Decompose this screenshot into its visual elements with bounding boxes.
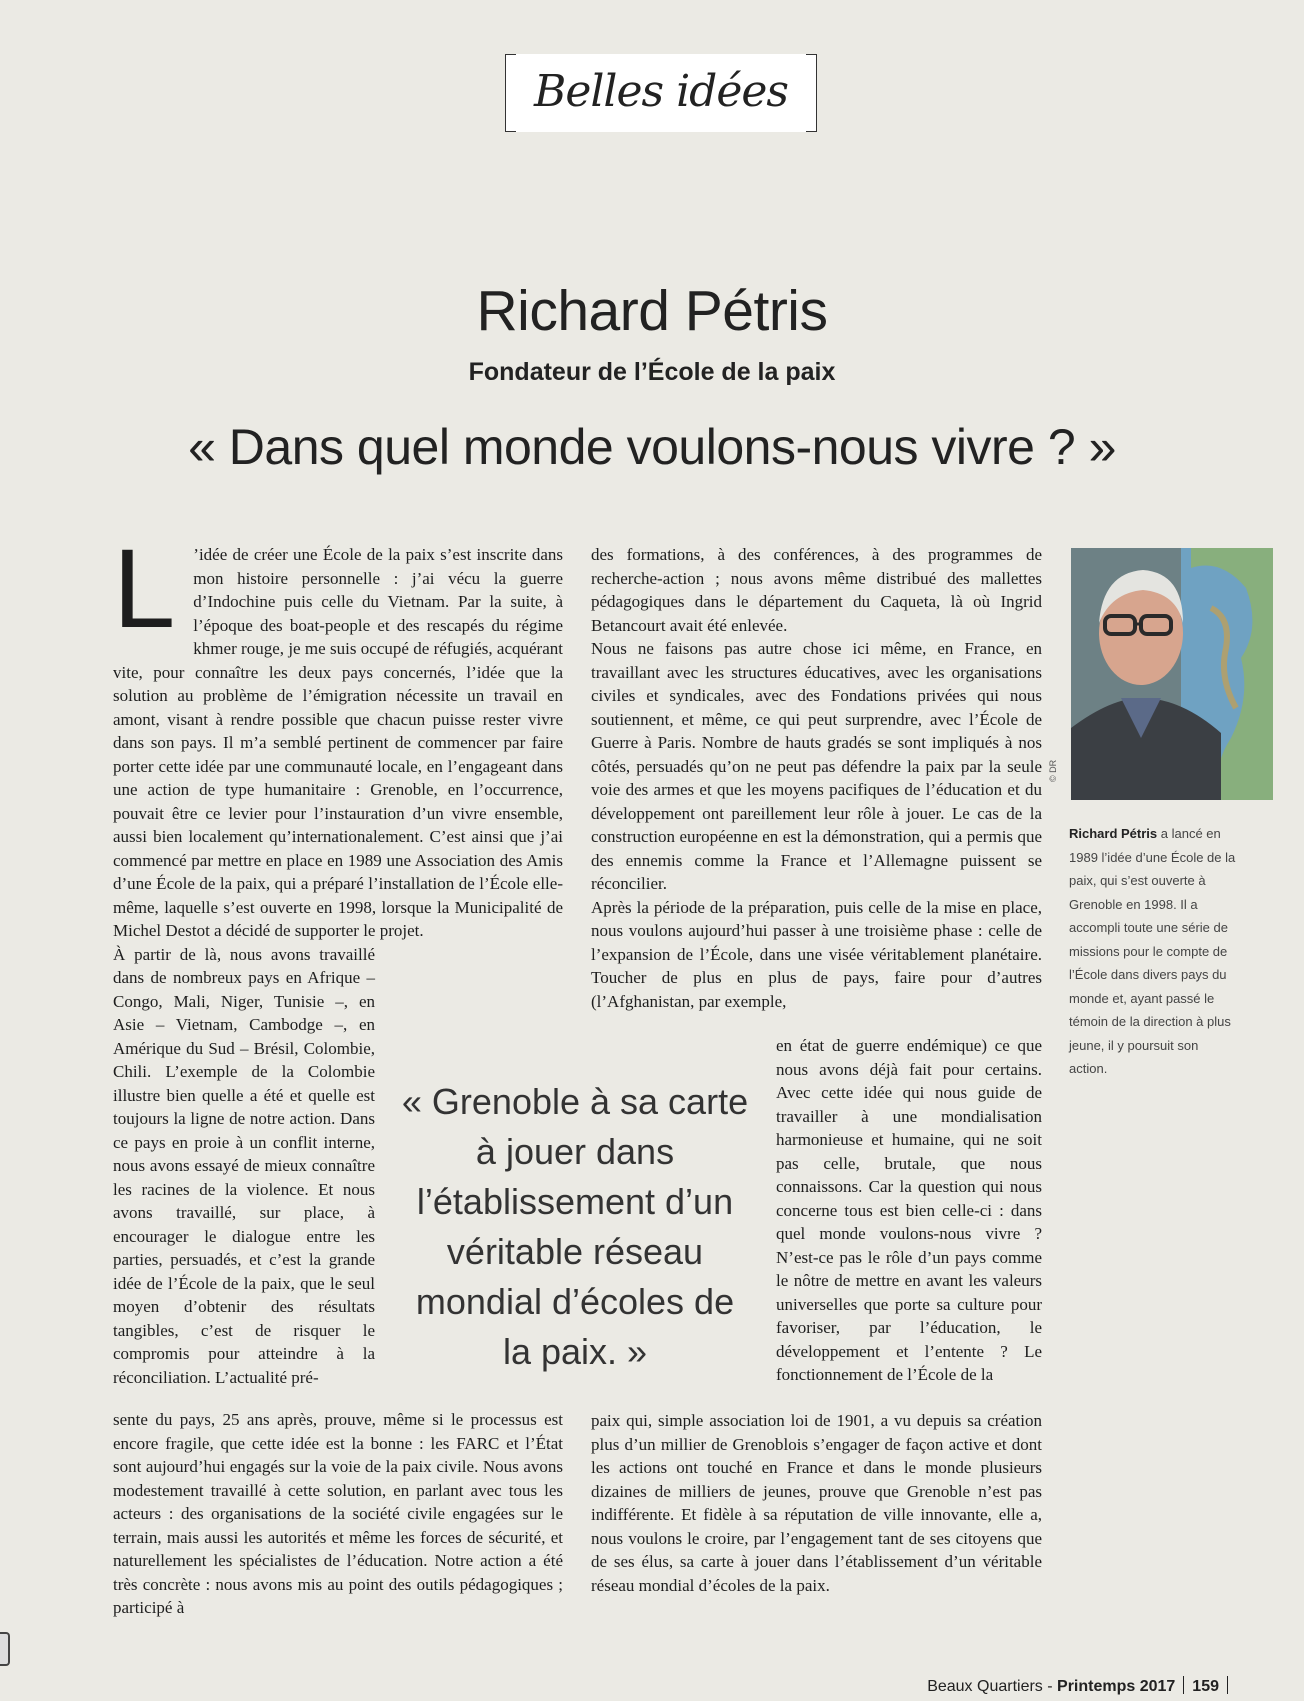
page-number: 159 — [1192, 1678, 1219, 1695]
photo-caption — [1069, 822, 1239, 1081]
author-role: Fondateur de l’École de la paix — [468, 358, 836, 386]
article-column-2-narrow — [776, 1034, 1042, 1387]
column-2-bottom-text: paix qui, simple association loi de 1901, a vu depuis sa création plus d’un millier de Grenoblois s’engager de façon active et dont les actions ont touché en France et dans le monde plusieurs dizaines de milliers de jeunes, prouve que Grenoble n’est pas indifférente. Et fidèle à sa réputation de ville innovante, elle a, nous voulons le croire, par l’engagement tant de ses citoyens que de ses élus, sa carte à jouer dans l’établissement d’un véritable réseau mondial d’écoles de la paix. — [591, 1411, 1042, 1595]
author-photo — [1071, 548, 1273, 800]
column-2-paragraph-1: des formations, à des conférences, à des programmes de recherche-action ; nous avons même distribué des mallettes pédagogiques dans le département du Caqueta, là où Ingrid Betancourt avait été enlevée. — [591, 545, 1042, 635]
footer-divider-end — [1227, 1676, 1228, 1694]
magazine-name: Beaux Quartiers - — [927, 1678, 1058, 1695]
column-2-paragraph-2: Nous ne faisons pas autre chose ici même, en France, en travaillant avec les structures éducatives, avec les organisations civiles et syndicales, avec des Fondations privées qui nous soutiennent, et même, ce qui peut surprendre, avec l’École de Guerre à Paris. Nombre de hauts gradés se sont impliqués à nos côtés, persuadés qu’on ne peut pas défendre la paix par la seule voie des armes et que les moyens pacifiques de l’éducation et du développement ont pareillement leur rôle à jouer. Le cas de la construction européenne en est la démonstration, qui a permis que des ennemis comme la France et l’Allemagne puissent se réconcilier. — [591, 639, 1042, 893]
pull-quote: « Grenoble à sa carte à jouer dans l’établissement d’un véritable réseau mondial d’écoles de la paix. » — [401, 1081, 749, 1372]
caption-name: Richard Pétris — [1069, 826, 1158, 841]
caption-text: a lancé en 1989 l’idée d’une École de la paix, qui s’est ouverte à Grenoble en 1998. Il a accompli toute une série de missions pour le compte de l’École dans divers pays du monde et, ayant passé le témoin de la direction à plus jeune, il y poursuit son action. — [1069, 826, 1236, 1076]
author-photo-illustration — [1071, 548, 1273, 800]
section-title: Belles idées — [533, 66, 789, 117]
author-name: Richard Pétris — [476, 279, 828, 343]
column-1-bottom-text: sente du pays, 25 ans après, prouve, même si le processus est encore fragile, que cette idée est la bonne : les FARC et l’État sont aujourd’hui engagés sur la voie de la paix civile. Nous avons modestement travaillé à cette solution, en parlant avec tous les acteurs : des organisations de la société civile engagées sur le terrain, mais aussi les autorités et même les forces de sécurité, et naturellement les spécialistes de l’éducation. Notre action a été très concrète : nous avons mis au point des outils pédagogiques ; participé à — [113, 1410, 563, 1617]
article-column-2-bottom — [591, 1409, 1042, 1597]
article-column-1-bottom — [113, 1408, 563, 1620]
drop-cap: L — [113, 526, 176, 651]
section-header — [505, 54, 817, 132]
column-2-paragraph-3: Après la période de la préparation, puis celle de la mise en place, nous voulons aujourd’hui passer à une troisième phase : celle de l’expansion de l’École, dans une visée véritablement planétaire. Toucher de plus en plus de pays, faire pour d’autres (l’Afghanistan, par exemple, — [591, 897, 1042, 1011]
headline: « Dans quel monde voulons-nous vivre ? » — [188, 419, 1116, 475]
photo-credit: © DR — [1048, 759, 1058, 782]
intro-text: ’idée de créer une École de la paix s’est inscrite dans mon histoire personnelle : j’ai vécu la guerre d’Indochine puis celle du Vietnam. Par la suite, à l’époque des boat-people et des rescapés du régime khmer rouge, je me suis occupé de réfugiés, acquérant vite, pour connaître les deux pays concernés, l’idée que la solution au problème de l’émigration nécessite un travail en amont, visant à rendre possible que chacun puisse rester vivre dans son pays. Il m’a semblé pertinent de commencer par faire porter cette idée par une communauté locale, en l’engageant dans une action de type humanitaire : Grenoble, en l’occurrence, pouvait être ce levier pour l’instauration d’un vivre ensemble, aussi bien localement qu’internationalement. C’est ainsi que j’ai commencé par mettre en place en 1989 une Association des Amis d’une École de la paix, qui a préparé l’installation de l’École elle-même, laquelle s’est ouverte en 1998, lorsque la Municipalité de Michel Destot a décidé de supporter le projet. — [113, 545, 563, 940]
issue-label: Printemps 2017 — [1057, 1678, 1176, 1695]
article-column-2 — [591, 543, 1042, 1013]
page-footer — [927, 1676, 1236, 1696]
paragraph-2-text: À partir de là, nous avons travaillé dans de nombreux pays en Afrique – Congo, Mali, Niger, Tunisie –, en Asie – Vietnam, Cambodge –, en Amérique du Sud – Brésil, Colombie, Chili. L’exemple de la Colombie illustre bien quelle a été et quelle est toujours la ligne de notre action. Dans ce pays en proie à un conflit interne, nous avons essayé de mieux connaître les racines de la violence. Et nous avons travaillé, sur place, à encourager le dialogue entre les parties, persuadés, et c’est la grande idée de l’École de la paix, que le seul moyen d’obtenir des résultats tangibles, c’est de risquer le compromis pour atteindre à la réconciliation. L’actualité pré- — [113, 944, 375, 1387]
page-corner-tab — [0, 1632, 10, 1666]
footer-divider — [1183, 1676, 1184, 1694]
column-2-narrow-text: en état de guerre endémique) ce que nous avons déjà fait pour certains. Avec cette idée qui nous guide de travailler à une mondialisation harmonieuse et humaine, qui ne soit pas celle, brutale, que nous connaissons. Car la question qui nous concerne tous est bien celle-ci : dans quel monde voulons-nous vivre ? N’est-ce pas le rôle d’un pays comme le nôtre de mettre en avant les valeurs universelles que porte sa culture pour favoriser, par l’éducation, le développement et l’entente ? Le fonctionnement de l’École de la — [776, 1036, 1042, 1384]
intro-paragraph — [113, 526, 563, 943]
